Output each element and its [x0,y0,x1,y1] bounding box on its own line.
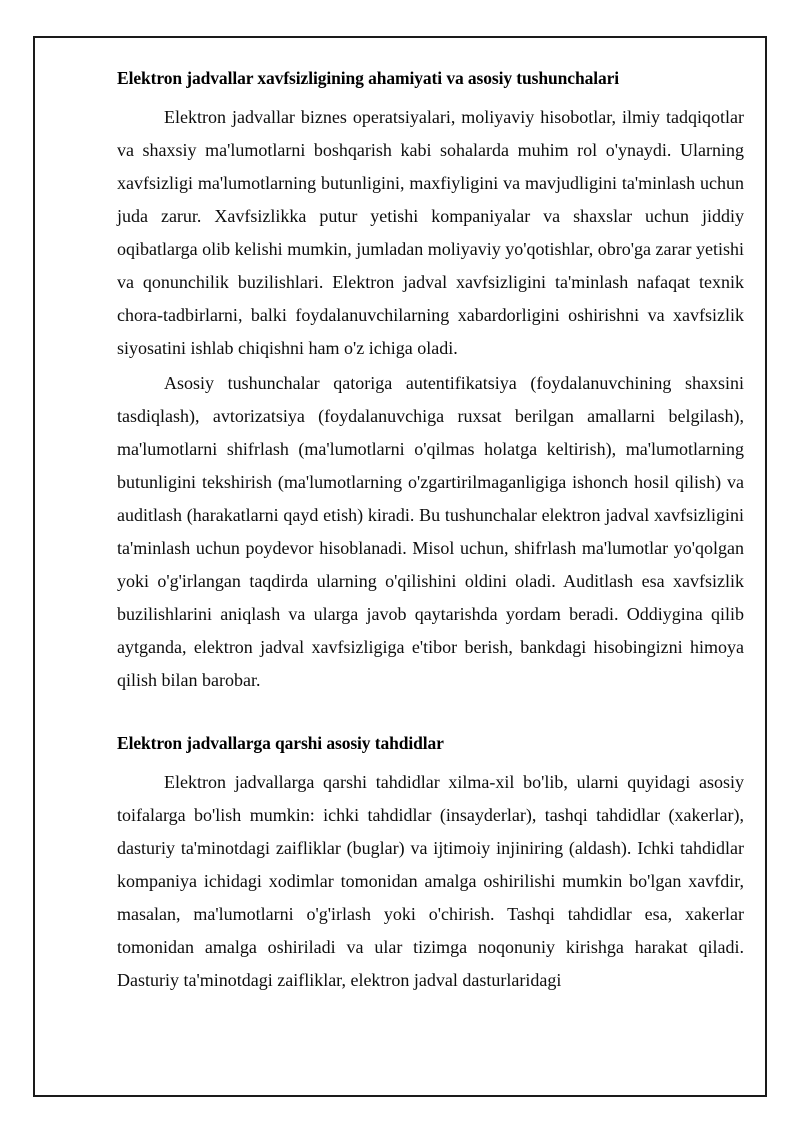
section-2-paragraph-1: Elektron jadvallarga qarshi tahdidlar xilma-xil bo'lib, ularni quyidagi asosiy toifalarga bo'lish mumkin: ichki tahdidlar (insayderlar), tashqi tahdidlar (xakerlar), dasturiy ta'minotdagi zaifliklar (buglar) va ijtimoiy injiniring (aldash). Ichki tahdidlar kompaniya ichidagi xodimlar tomonidan amalga oshirilishi mumkin bo'lgan xavfdir, masalan, ma'lumotlarni o'g'irlash yoki o'chirish. Tashqi tahdidlar esa, xakerlar tomonidan amalga oshiriladi va ular tizimga noqonuniy kirishga harakat qiladi. Dasturiy ta'minotdagi zaifliklar, elektron jadval dasturlaridagi [117,772,744,990]
document-page [33,36,767,1097]
spacer [117,697,744,727]
section-heading-2: Elektron jadvallarga qarshi asosiy tahdidlar [117,733,444,753]
section-heading-1: Elektron jadvallar xavfsizligining ahamiyati va asosiy tushunchalari [117,68,620,88]
section-1-paragraph-2: Asosiy tushunchalar qatoriga autentifikatsiya (foydalanuvchining shaxsini tasdiqlash), avtorizatsiya (foydalanuvchiga ruxsat berilgan amallarni belgilash), ma'lumotlarni shifrlash (ma'lumotlarni o'qilmas holatga keltirish), ma'lumotlarning butunligini tekshirish (ma'lumotlarning o'zgartirilmaganligiga ishonch hosil qilish) va auditlash (harakatlarni qayd etish) kiradi. Bu tushunchalar elektron jadval xavfsizligini ta'minlash uchun poydevor hisoblanadi. Misol uchun, shifrlash ma'lumotlar yo'qolgan yoki o'g'irlangan taqdirda ularning o'qilishini oldini oladi. Auditlash esa xavfsizlik buzilishlarini aniqlash va ularga javob qaytarishda yordam beradi. Oddiygina qilib aytganda, elektron jadval xavfsizligiga e'tibor berish, bankdagi hisobingizni himoya qilish bilan barobar. [117,373,744,690]
section-1-paragraph-1: Elektron jadvallar biznes operatsiyalari, moliyaviy hisobotlar, ilmiy tadqiqotlar va shaxsiy ma'lumotlarni boshqarish kabi sohalarda muhim rol o'ynaydi. Ularning xavfsizligi ma'lumotlarning butunligini, maxfiyligini va mavjudligini ta'minlash uchun juda zarur. Xavfsizlikka putur yetishi kompaniyalar va shaxslar uchun jiddiy oqibatlarga olib kelishi mumkin, jumladan moliyaviy yo'qotishlar, obro'ga zarar yetishi va qonunchilik buzilishlari. Elektron jadval xavfsizligini ta'minlash nafaqat texnik chora-tadbirlarni, balki foydalanuvchilarning xabardorligini oshirishni va xavfsizlik siyosatini ishlab chiqishni ham o'z ichiga oladi. [117,107,744,358]
document-content [117,62,744,997]
